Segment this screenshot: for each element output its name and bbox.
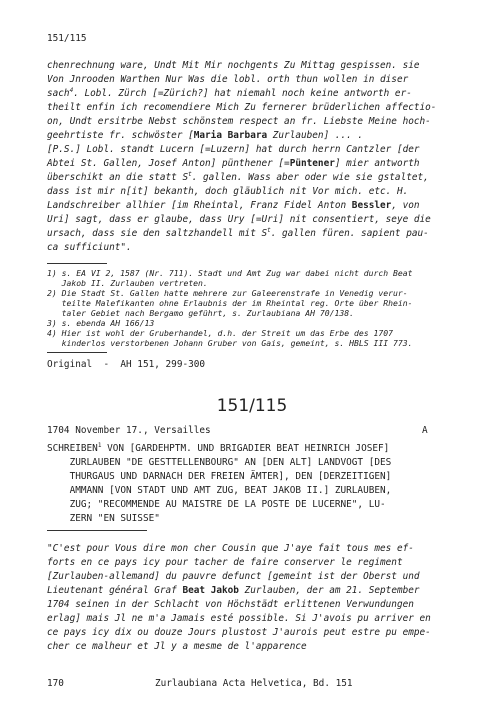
body-line: chenrechnung ware, Undt Mit Mir nochgents Zu Mittag gespissen. sie	[47, 60, 420, 71]
name-puentener: Püntener	[289, 158, 335, 169]
footnote-rule	[47, 263, 107, 264]
body-line: ursach, dass sie den saltzhandell mit $S^t$. gallen füren. sapient pau-	[47, 226, 429, 239]
body-line: ca sufficiunt".	[47, 242, 132, 253]
name-bessler: Bessler	[351, 200, 392, 211]
name-maria-barbara: Maria Barbara	[193, 130, 268, 141]
body-line: Von Jnrooden Warthen Nur Was die lobl. orth thun wollen in diser	[47, 74, 409, 85]
letter-line: cher ce malheur et Jl y a mesme de l'apparence	[47, 641, 307, 652]
letter-line: [Zurlauben-allemand] du pauvre defunct [gemeint ist der Oberst und	[47, 571, 420, 582]
name-beat-jakob: Beat Jakob	[182, 585, 239, 596]
date-place: 1704 November 17., Versailles	[47, 425, 211, 436]
footnote-ref: 4	[69, 86, 74, 94]
source-reference: Original - AH 151, 299-300	[47, 359, 206, 370]
body-line: theilt enfin ich recomendiere Mich Zu fernerer brüderlichen affectio-	[47, 102, 437, 113]
regest-line: SCHREIBEN$^1$ VON [GARDEHPTM. UND BRIGADIER BEAT HEINRICH JOSEF]	[47, 441, 390, 454]
letter-line: Lieutenant général Graf Beat Jakob Zurlauben, der am 21. September	[47, 585, 420, 596]
body-line: [P.S.] Lobl. standt Lucern [=Luzern] hat durch herrn Cantzler [der	[47, 144, 420, 155]
body-line: überschikt an die statt $S^t$. gallen. Wass aber oder wie sie gstaltet,	[47, 170, 429, 183]
regest-line: THURGAUS UND DARNACH DER FREIEN ÄMTER], DEN [DERZEITIGEN]	[47, 471, 392, 482]
letter-line: erlag] mais Jl ne m'a Jamais esté possible. Si J'avois pu arriver en	[47, 613, 431, 624]
footnote-line: 1) s. EA VI 2, 1587 (Nr. 711). Stadt und Amt Zug war dabei nicht durch Beat	[47, 268, 413, 278]
regest-line: ZUG; "RECOMMENDE AU MAISTRE DE LA POSTE DE LUCERNE", LU-	[47, 499, 386, 510]
page-number: 170	[47, 678, 64, 689]
footnote-line: kinderlos verstorbenen Johann Gruber von Gais, gemeint, s. HBLS III 773.	[47, 338, 413, 348]
footnote-line: taler Gebiet nach Bergamo geführt, s. Zurlaubiana AH 70/138.	[47, 308, 354, 318]
footnote-line: 4) Hier ist wohl der Gruberhandel, d.h. der Streit um das Erbe des 1707	[47, 328, 393, 338]
document-number: 151/115	[216, 396, 288, 416]
footnote-line: teilte Malefikanten ohne Erlaubnis der im Rheintal reg. Orte über Rhein-	[47, 298, 413, 308]
letter-line: "C'est pour Vous dire mon cher Cousin que J'aye fait tous mes ef-	[47, 543, 414, 554]
document-letter: A	[422, 425, 428, 436]
body-line: dass ist mir n[it] bekanth, doch gläublich nit Vor mich. etc. H.	[47, 186, 409, 197]
regest-line: ZURLAUBEN "DE GESTTELLENBOURG" AN [DEN ALT] LANDVOGT [DES	[47, 457, 392, 468]
body-line: Uri] sagt, dass er glaube, dass Ury [=Uri] nit consentiert, seye die	[47, 214, 431, 225]
regest-line: AMMANN [VON STADT UND AMT ZUG, BEAT JAKOB II.] ZURLAUBEN,	[47, 485, 392, 496]
series-title: Zurlaubiana Acta Helvetica, Bd. 151	[155, 678, 353, 689]
footnote-line: Jakob II. Zurlauben vertreten.	[47, 278, 208, 288]
letter-line: forts en ce pays icy pour tacher de faire conserver le regiment	[47, 557, 403, 568]
footnote-line: 3) s. ebenda AH 166/13	[47, 318, 155, 328]
source-rule	[47, 352, 107, 353]
body-line: sach$^4$. Lobl. Zürch [=Zürich?] hat niemahl noch keine antworth er-	[47, 86, 412, 99]
letter-line: 1704 seinen in der Schlacht von Höchstädt erlittenen Verwundungen	[47, 599, 414, 610]
page-header-ref: 151/115	[47, 33, 87, 44]
body-line: geehrtiste fr. schwöster [Maria Barbara Zurlauben] ... .	[47, 130, 364, 141]
regest-line: ZERN "EN SUISSE"	[47, 513, 160, 524]
regest-rule	[47, 530, 147, 531]
body-line: Landschreiber allhier [im Rheintal, Franz Fidel Anton Bessler, von	[47, 200, 420, 211]
body-line: Abtei St. Gallen, Josef Anton] pünthener [=Püntener] mier antworth	[47, 158, 420, 169]
footnote-line: 2) Die Stadt St. Gallen hatte mehrere zur Galeerenstrafe in Venedig verur-	[47, 288, 408, 298]
body-line: on, Undt ersitrbe Nebst schönstem respect an fr. Liebste Meine hoch-	[47, 116, 431, 127]
letter-line: ce pays icy dix ou douze Jours plustost J'aurois peut estre pu empe-	[47, 627, 431, 638]
